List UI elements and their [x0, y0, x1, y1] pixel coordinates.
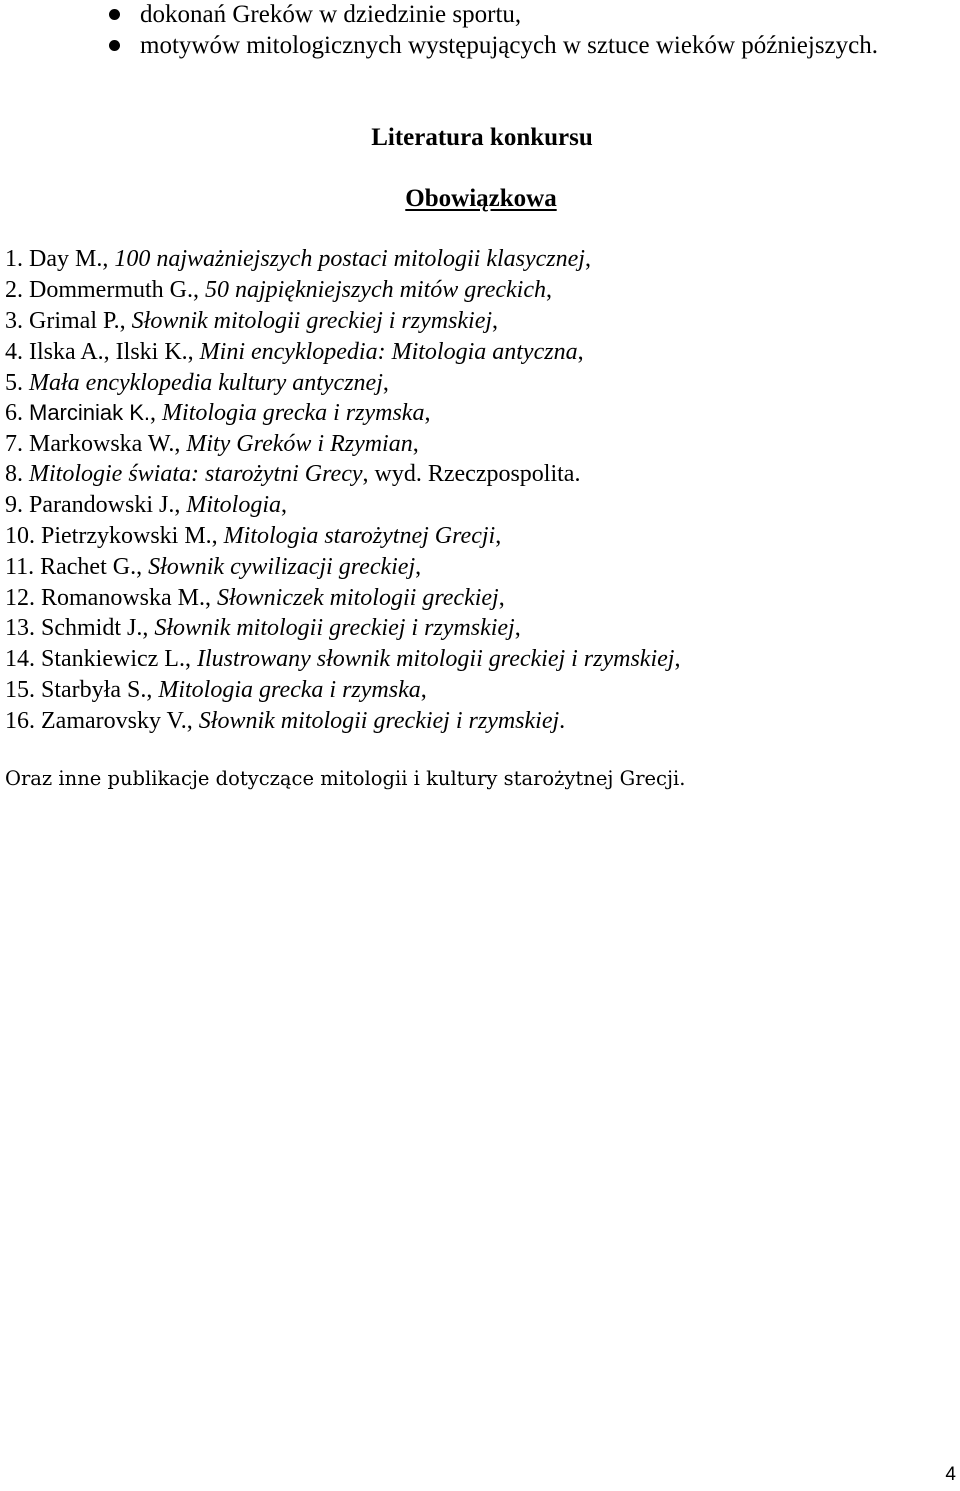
item-separator: , [184, 646, 197, 672]
literature-item [5, 645, 680, 673]
item-number: 9. [5, 492, 23, 518]
item-title: 50 najpiękniejszych mitów greckich [204, 277, 546, 303]
item-title: Mitologia starożytnej Grecji [223, 523, 496, 549]
item-separator: , [211, 523, 224, 549]
item-number: 11. [5, 554, 35, 580]
page-number: 4 [945, 1464, 956, 1485]
item-suffix: . [559, 708, 566, 734]
item-suffix: , [514, 615, 521, 641]
item-suffix: , [415, 554, 422, 580]
item-title: Mitologia grecka i rzymska [158, 677, 421, 703]
item-number: 1. [5, 246, 23, 272]
section-title: Literatura konkursu [371, 124, 593, 151]
item-title: Słownik mitologii greckiej i rzymskiej [198, 708, 560, 734]
item-separator: , [136, 554, 149, 580]
item-title: 100 najważniejszych postaci mitologii klasycznej [114, 246, 585, 272]
literature-item [5, 430, 419, 458]
item-suffix: , wyd. Rzeczpospolita. [362, 461, 581, 487]
item-author: Dommermuth G. [29, 277, 193, 303]
item-title: Mitologie świata: starożytni Grecy [29, 461, 363, 487]
literature-item [5, 491, 287, 519]
bullet-item: motywów mitologicznych występujących w sztuce wieków późniejszych. [140, 32, 879, 59]
item-separator: , [186, 708, 199, 734]
item-suffix: , [492, 308, 499, 334]
literature-item [5, 676, 427, 704]
literature-item [5, 338, 584, 366]
item-suffix: , [577, 339, 584, 365]
item-separator: , [205, 585, 217, 611]
item-author: Zamarovsky V. [41, 708, 187, 734]
item-number: 15. [5, 677, 35, 703]
item-number: 3. [5, 308, 23, 334]
item-author: Stankiewicz L. [41, 646, 185, 672]
literature-item [5, 584, 505, 612]
item-author: Day M. [29, 246, 103, 272]
item-title: Słownik cywilizacji greckiej [148, 554, 416, 580]
item-separator: , [174, 431, 187, 457]
item-author: Marciniak K. [29, 400, 151, 425]
item-suffix: , [584, 246, 591, 272]
item-number: 6. [5, 400, 23, 426]
item-number: 7. [5, 431, 23, 457]
item-number: 12. [5, 585, 35, 611]
item-title: Mity Greków i Rzymian [186, 431, 413, 457]
item-suffix: , [424, 400, 431, 426]
item-title: Mini encyklopedia: Mitologia antyczna [199, 339, 578, 365]
literature-item [5, 460, 580, 488]
item-number: 4. [5, 339, 23, 365]
item-title: Ilustrowany słownik mitologii greckiej i rzymskiej [196, 646, 675, 672]
item-number: 16. [5, 708, 35, 734]
subsection-title: Obowiązkowa [405, 185, 557, 212]
item-number: 8. [5, 461, 23, 487]
literature-item [5, 614, 521, 642]
item-author: Parandowski J. [29, 492, 175, 518]
literature-item [5, 553, 421, 581]
item-separator: , [192, 277, 205, 303]
item-title: Słownik mitologii greckiej i rzymskiej [154, 615, 515, 641]
item-suffix: , [495, 523, 502, 549]
bullet-item: dokonań Greków w dziedzinie sportu, [140, 1, 522, 28]
item-number: 14. [5, 646, 35, 672]
item-separator: , [150, 400, 163, 426]
literature-item [5, 369, 389, 397]
literature-item [5, 399, 430, 427]
item-author: Pietrzykowski M. [41, 523, 212, 549]
literature-item [5, 522, 501, 550]
item-number: 13. [5, 615, 35, 641]
item-author: Schmidt J. [41, 615, 143, 641]
item-number: 10. [5, 523, 35, 549]
literature-item [5, 245, 591, 273]
item-author: Markowska W. [29, 431, 175, 457]
item-suffix: , [420, 677, 427, 703]
item-suffix: , [281, 492, 287, 518]
item-title: Mała encyklopedia kultury antycznej [29, 370, 383, 396]
item-suffix: , [382, 370, 389, 396]
item-separator: , [119, 308, 132, 334]
item-author: Starbyła S. [41, 677, 147, 703]
item-separator: , [146, 677, 159, 703]
item-author: Rachet G. [40, 554, 137, 580]
item-title: Mitologia [186, 492, 281, 518]
item-number: 2. [5, 277, 23, 303]
item-separator: , [102, 246, 115, 272]
item-suffix: , [674, 646, 681, 672]
closing-note: Oraz inne publikacje dotyczące mitologii i kultury starożytnej Grecji. [5, 767, 686, 790]
item-author: Ilska A., Ilski K. [29, 339, 188, 365]
item-author: Grimal P. [29, 308, 120, 334]
literature-item [5, 307, 498, 335]
item-suffix: , [546, 277, 552, 303]
item-separator: , [187, 339, 200, 365]
item-suffix: , [498, 585, 505, 611]
item-suffix: , [412, 431, 419, 457]
literature-item [5, 276, 552, 304]
item-title: Słowniczek mitologii greckiej [217, 585, 499, 611]
item-separator: , [142, 615, 155, 641]
item-title: Słownik mitologii greckiej i rzymskiej [131, 308, 493, 334]
item-separator: , [174, 492, 187, 518]
item-number: 5. [5, 370, 23, 396]
item-title: Mitologia grecka i rzymska [162, 400, 425, 426]
literature-item [5, 707, 565, 735]
item-author: Romanowska M. [41, 585, 205, 611]
